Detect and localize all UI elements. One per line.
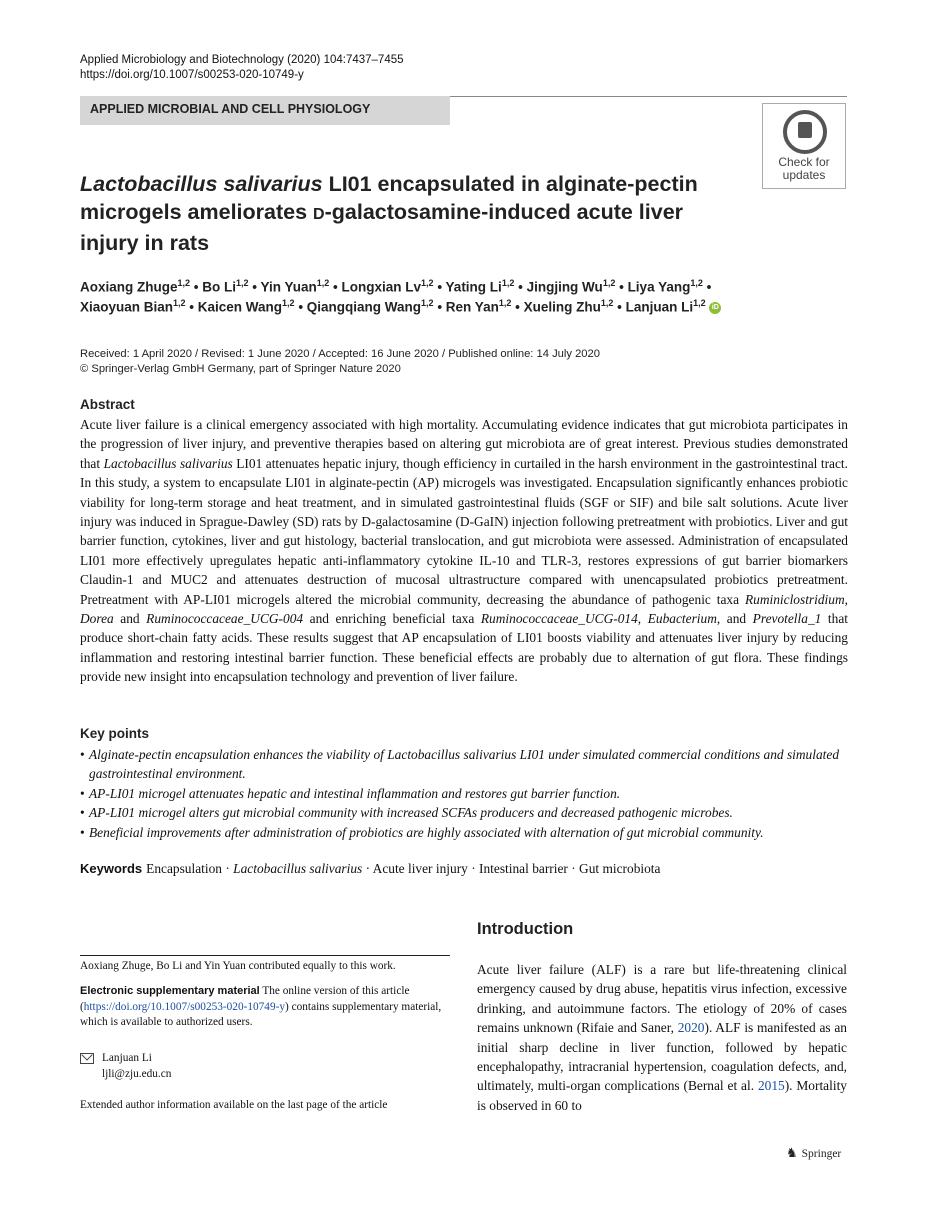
orcid-icon[interactable]: iD — [709, 302, 721, 314]
contact-block — [80, 1051, 452, 1082]
esm-text: ) contains supplementary material, which is available to authorized users. — [80, 1000, 442, 1028]
author-name: Yin Yuan — [260, 279, 317, 295]
badge-line-2: updates — [782, 168, 826, 182]
author-separator: • — [433, 279, 446, 295]
title-line2-a: microgels ameliorates — [80, 200, 314, 224]
check-for-updates-badge[interactable] — [762, 103, 846, 189]
abstract-taxon: Dorea — [80, 611, 114, 627]
key-point — [80, 803, 870, 822]
author-name: Lanjuan Li — [625, 299, 694, 315]
author-name: Xueling Zhu — [523, 299, 601, 315]
contact-email[interactable]: ljli@zju.edu.cn — [102, 1067, 172, 1080]
keywords-label: Keywords — [80, 861, 143, 876]
author-affiliation: 1,2 — [421, 278, 434, 288]
abstract-heading: Abstract — [80, 397, 135, 412]
header-rule — [450, 96, 847, 97]
keyword-separator: · — [467, 861, 480, 876]
key-points-list — [80, 745, 870, 842]
keyword-separator: · — [222, 861, 234, 876]
citation-link[interactable]: 2015 — [757, 1078, 785, 1094]
contact-name: Lanjuan Li — [102, 1052, 152, 1064]
intro-part: ). ALF is manifested as an initial sharp decline in liver function, followed by hepatic encephalopathy, intracranial hypertension, coagulation defects, and, ultimately, multi-organ complications (Bernal et al. — [477, 1020, 848, 1094]
author-separator: • — [433, 299, 446, 315]
equal-contribution-note: Aoxiang Zhuge, Bo Li and Yin Yuan contributed equally to this work. — [80, 960, 396, 972]
author-affiliation: 1,2 — [421, 298, 434, 308]
keyword-separator: · — [362, 861, 373, 876]
title-line3: injury in rats — [80, 231, 210, 255]
keyword: Intestinal barrier — [479, 861, 568, 876]
author-separator: • — [248, 279, 261, 295]
author-name: Aoxiang Zhuge — [80, 279, 178, 295]
title-line2-b: -galactosamine-induced acute liver — [324, 200, 684, 224]
author-separator: • — [294, 299, 307, 315]
abstract-taxon: Eubacterium — [647, 611, 717, 627]
author-affiliation: 1,2 — [600, 298, 614, 308]
author-separator: • — [511, 299, 524, 315]
author-name: Qiangqiang Wang — [306, 299, 422, 315]
author-name: Ren Yan — [445, 299, 499, 315]
key-point-bullet: • — [80, 805, 85, 821]
abstract-sep: , — [844, 591, 848, 607]
intro-part: Acute liver failure (ALF) is a rare but life-threatening clinical emergency caused by drug abuse, hepatitis virus infection, excessive drinking, and autoimmune factors. The etiology of 20% of cases remains unknown (Rifaie and Saner, — [477, 962, 847, 1036]
journal-doi[interactable]: https://doi.org/10.1007/s00253-020-10749-y — [80, 69, 304, 81]
key-point-bullet: • — [80, 824, 85, 840]
author-affiliation: 1,2 — [602, 278, 616, 288]
esm-text: The online version of this article ( — [80, 985, 410, 1013]
publisher-logo — [786, 1145, 841, 1161]
esm-note — [80, 984, 452, 1031]
esm-label: Electronic supplementary material — [80, 985, 260, 997]
extended-info-note: Extended author information available on the last page of the article — [80, 1099, 388, 1111]
author-affiliation: 1,2 — [282, 298, 295, 308]
keyword: Acute liver injury — [372, 861, 468, 876]
author-affiliation: 1,2 — [316, 278, 330, 288]
author-separator: • — [185, 299, 198, 315]
author-separator: • — [615, 279, 628, 295]
envelope-icon — [80, 1053, 94, 1064]
author-affiliation: 1,2 — [690, 278, 703, 288]
key-point — [80, 823, 870, 842]
key-point — [80, 784, 870, 803]
author-name: Jingjing Wu — [526, 279, 603, 295]
key-point-text: Beneficial improvements after administration of probiotics are highly associated with alternation of gut microbial community. — [89, 824, 764, 840]
author-name: Xiaoyuan Bian — [80, 299, 174, 315]
author-affiliation: 1,2 — [177, 278, 191, 288]
author-separator: • — [329, 279, 342, 295]
key-points-heading: Key points — [80, 726, 150, 741]
author-separator: • — [514, 279, 527, 295]
author-affiliation: 1,2 — [236, 278, 249, 288]
abstract-sep: , and — [716, 611, 753, 627]
author-list-line2 — [80, 298, 870, 315]
title-line1-rest: LI01 encapsulated in alginate-pectin — [322, 172, 698, 196]
author-name: Bo Li — [202, 279, 236, 295]
abstract-taxon: Ruminococcaceae_UCG-004 — [146, 611, 304, 627]
abstract-sep: , — [637, 611, 648, 627]
abstract-part: LI01 attenuates hepatic injury, though efficiency in curtailed in the harsh environment in the gastrointestinal tract. In this study, a system to encapsulate LI01 in alginate-pectin (AP) microgels was investigated. Encapsulation significantly enhances probiotic viability for long-term storage and heat treatment, and in simulated gastrointestinal fluids (SGF or SIF) and bile salt solutions. Acute liver injury was induced in Sprague-Dawley (SD) rats by D-galactosamine (D-GaIN) injection following pretreatment with probiotics. Liver and gut barrier function, cytokines, liver and gut histology, bacterial translocation, and gut microbiota were assessed. Administration of encapsulated LI01 more effectively upregulates hepatic anti-inflammatory cytokine IL-10 and TLR-3, restores expressions of gut barrier biomarkers Claudin-1 and MUC2 and attenuates destruction of mucosal ultrastructure compared with unencapsulated probiotics pretreatment. Pretreatment with AP-LI01 microgels altered the microbial community, decreasing the abundance of pathogenic taxa — [80, 455, 848, 607]
author-affiliation: 1,2 — [498, 298, 512, 308]
springer-horse-icon: ♞ — [786, 1145, 798, 1160]
abstract-taxon: Ruminiclostridium — [744, 591, 845, 607]
copyright: © Springer-Verlag GmbH Germany, part of Springer Nature 2020 — [80, 363, 401, 375]
key-point-text: Alginate-pectin encapsulation enhances the viability of Lactobacillus salivarius LI01 under simulated commercial conditions and simulated gastrointestinal environment. — [89, 747, 840, 782]
author-name: Longxian Lv — [341, 279, 422, 295]
abstract-part: and enriching beneficial taxa — [303, 611, 481, 627]
keywords — [80, 861, 660, 877]
article-title — [80, 170, 710, 257]
abstract-part: that produce short-chain fatty acids. These results suggest that AP encapsulation of LI01 boosts viability and attenuates liver injury by reducing inflammation and restoring intestinal barrier function. These beneficial effects are probably due to alternation of gut flora. These findings provide new insight into encapsulation technology and prevention of liver failure. — [80, 611, 848, 685]
abstract-taxon: Ruminococcaceae_UCG-014 — [480, 611, 638, 627]
author-list-line1 — [80, 278, 870, 295]
title-species: Lactobacillus salivarius — [80, 172, 323, 196]
key-point — [80, 745, 870, 784]
introduction-text — [477, 960, 847, 1115]
esm-link[interactable]: https://doi.org/10.1007/s00253-020-10749-y — [83, 1000, 286, 1013]
bookmark-icon — [783, 110, 827, 154]
article-dates — [80, 347, 600, 377]
author-name: Liya Yang — [627, 279, 691, 295]
section-label: APPLIED MICROBIAL AND CELL PHYSIOLOGY — [90, 102, 371, 116]
history-dates: Received: 1 April 2020 / Revised: 1 June 2020 / Accepted: 16 June 2020 / Published online: 14 July 2020 — [80, 348, 600, 360]
author-separator: • — [702, 279, 712, 295]
journal-header — [80, 53, 404, 83]
key-point-text: AP-LI01 microgel attenuates hepatic and intestinal inflammation and restores gut barrier function. — [89, 785, 621, 801]
intro-part: ). Mortality is observed in 60 to — [477, 1078, 847, 1113]
author-affiliation: 1,2 — [173, 298, 186, 308]
publisher-name: Springer — [801, 1148, 842, 1160]
keyword: Lactobacillus salivarius — [233, 861, 363, 876]
citation-link[interactable]: 2020 — [677, 1020, 705, 1036]
author-affiliation: 1,2 — [693, 298, 706, 308]
keyword: Encapsulation — [146, 861, 222, 876]
abstract-species: Lactobacillus salivarius — [103, 455, 233, 471]
keyword-separator: · — [567, 861, 580, 876]
journal-citation: Applied Microbiology and Biotechnology (2020) 104:7437–7455 — [80, 54, 404, 66]
author-name: Kaicen Wang — [197, 299, 283, 315]
author-separator: • — [190, 279, 203, 295]
author-separator: • — [613, 299, 626, 315]
keyword: Gut microbiota — [579, 861, 661, 876]
footnote-rule — [80, 955, 450, 956]
key-point-bullet: • — [80, 747, 85, 762]
key-point-bullet: • — [80, 785, 85, 801]
key-point-text: AP-LI01 microgel alters gut microbial community with increased SCFAs producers and decreased pathogenic microbes. — [89, 805, 733, 821]
abstract-text — [80, 415, 848, 687]
section-banner — [80, 96, 450, 125]
introduction-heading: Introduction — [477, 920, 574, 938]
abstract-sep: and — [113, 611, 147, 627]
badge-line-1: Check for — [778, 155, 830, 169]
abstract-taxon: Prevotella_1 — [752, 611, 822, 627]
title-line2-d: D — [313, 206, 325, 223]
author-affiliation: 1,2 — [501, 278, 515, 288]
author-name: Yating Li — [445, 279, 502, 295]
abstract-part: Acute liver failure is a clinical emergency associated with high mortality. Accumulating evidence indicates that gut microbiota participates in the progression of liver injury, and preventive therapies based on altering gut microbiota are of great interest. Previous studies demonstrated that — [80, 417, 848, 471]
